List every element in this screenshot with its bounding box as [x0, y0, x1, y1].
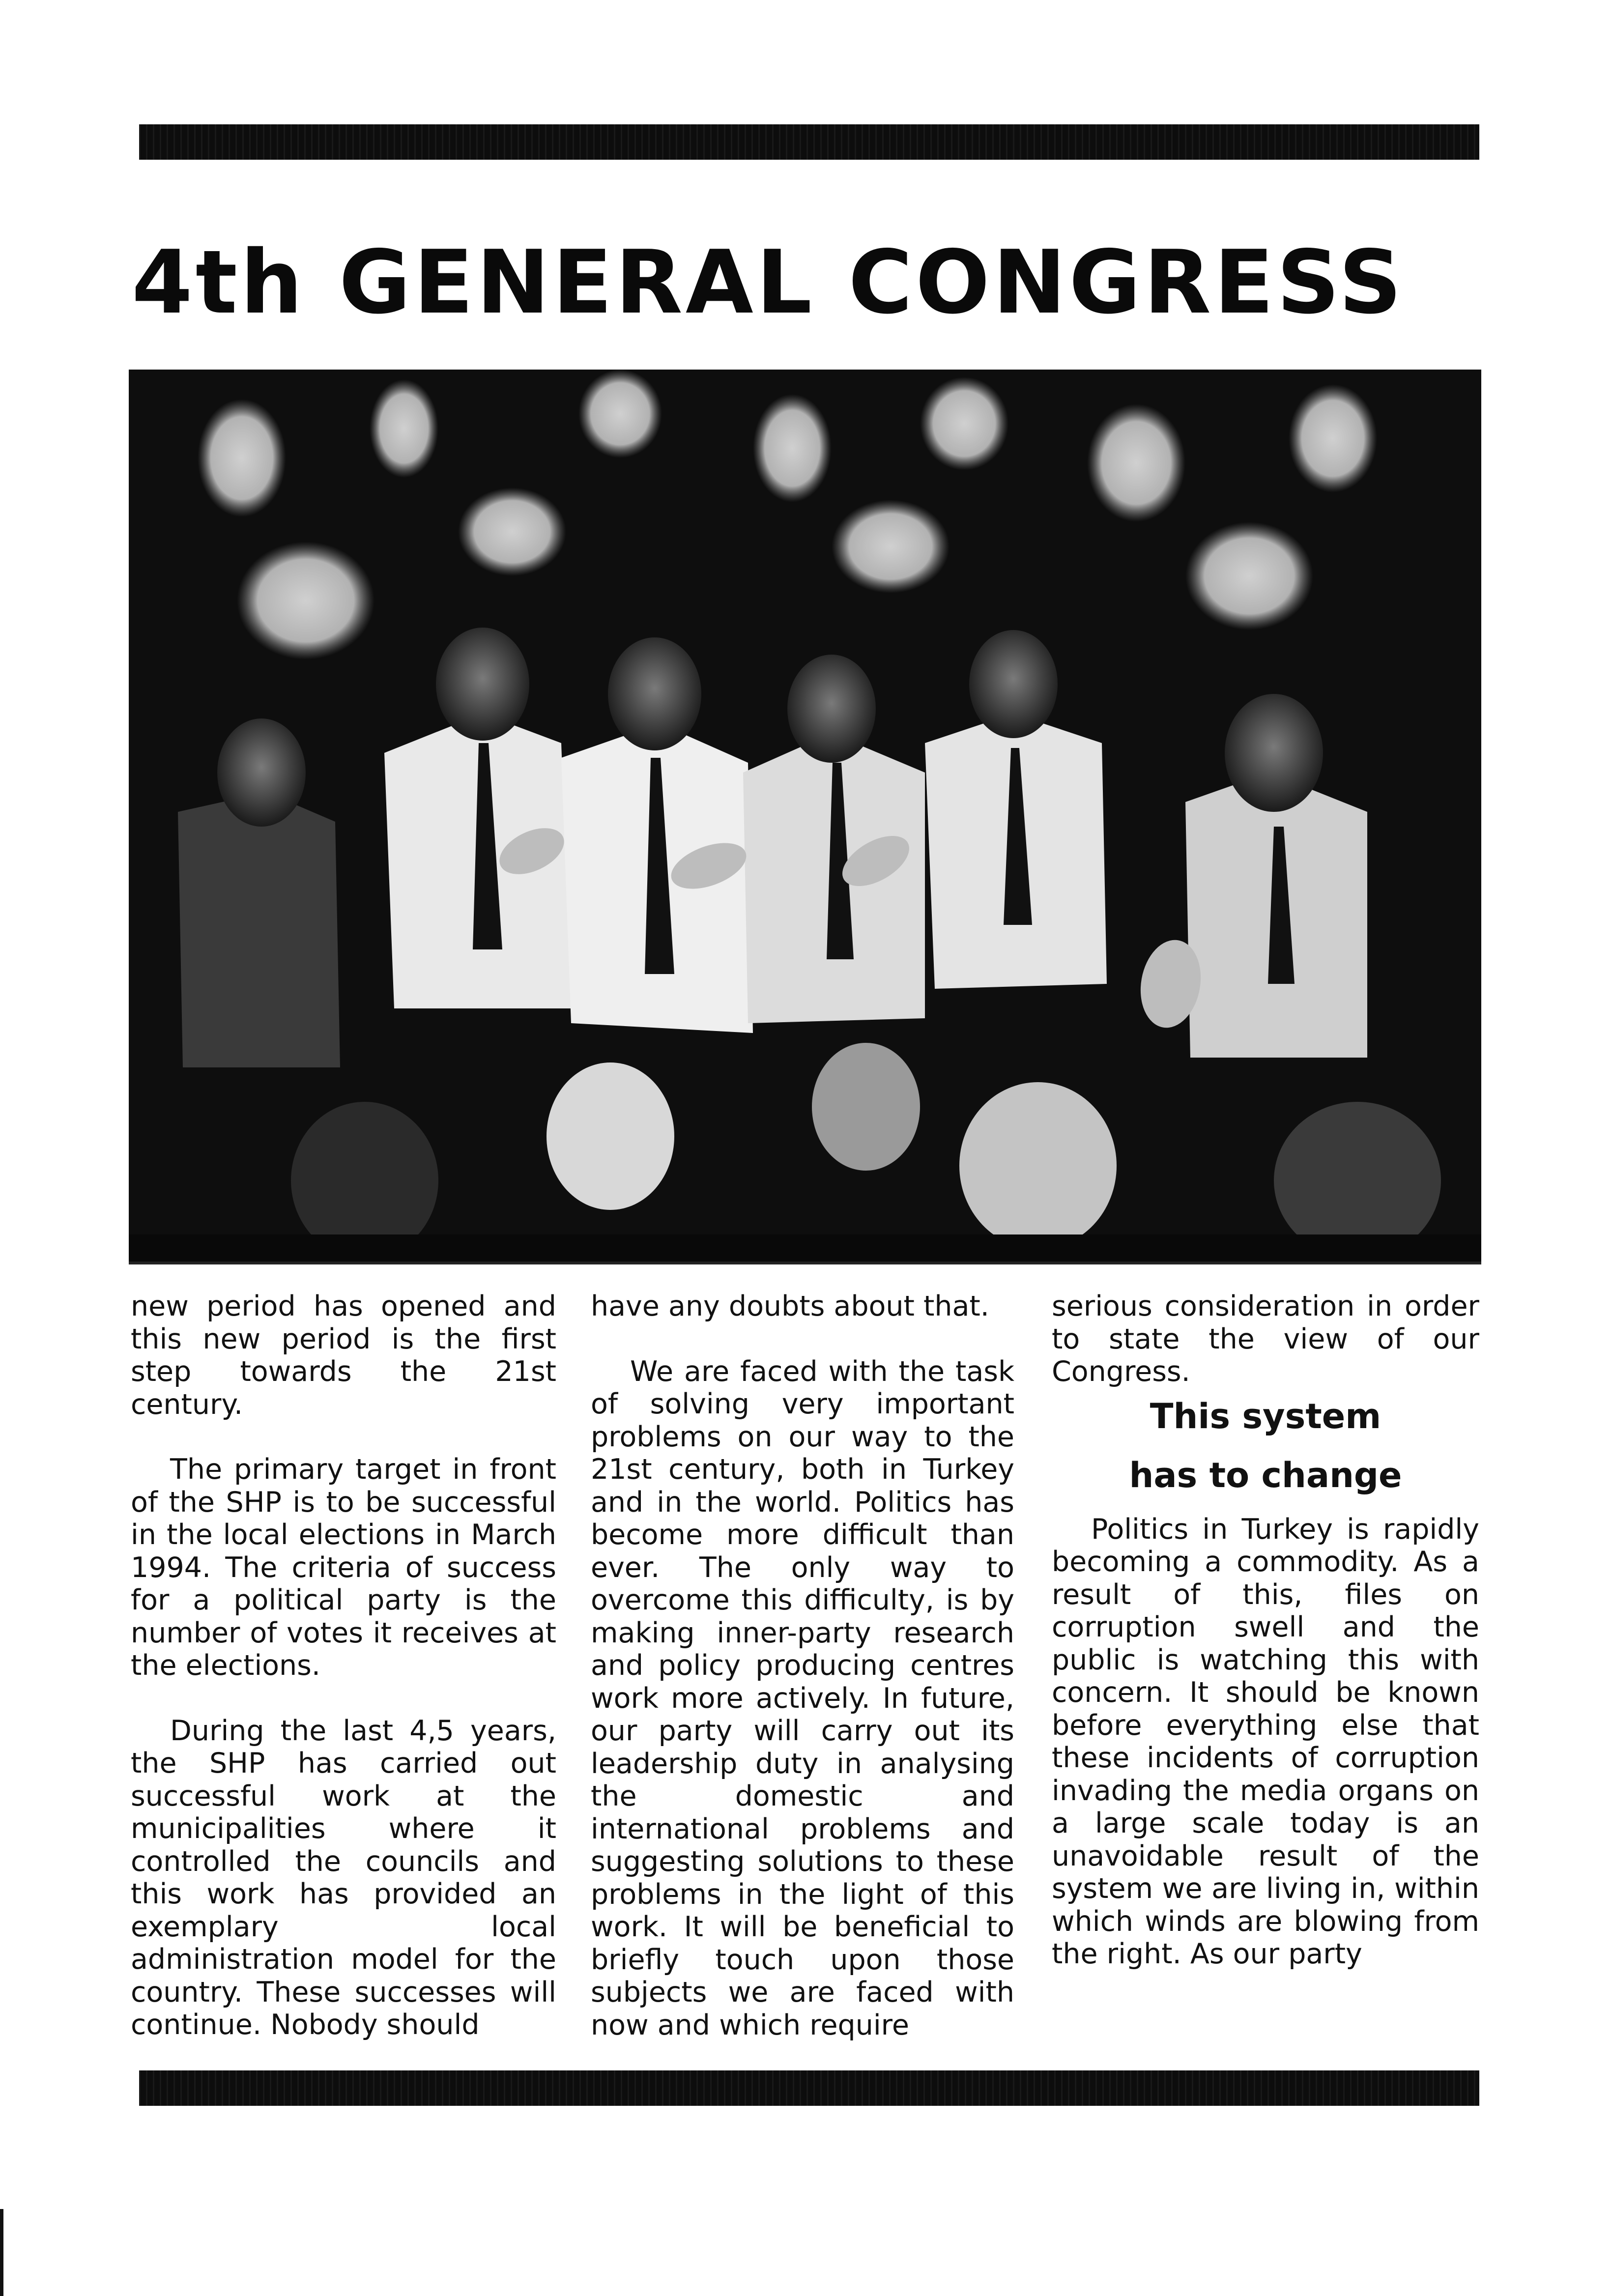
paragraph: have any doubts about that. [591, 1290, 989, 1322]
paragraph: new period has opened and this new period is the first step towards the 21st century. [131, 1290, 556, 1421]
bottom-decorative-bar [139, 2070, 1479, 2106]
text-column-3 [1052, 1290, 1479, 2049]
page-title: 4th GENERAL CONGRESS [132, 231, 1405, 333]
text-column-2 [591, 1290, 1014, 2049]
section-subheading: This system [1150, 1396, 1382, 1436]
congress-photo-image [129, 370, 1481, 1262]
paragraph: The primary target in front of the SHP is to be successful in the local elections in March 1994. The criteria of success for a political party is the number of votes it receives at the elections. [131, 1453, 556, 1682]
scan-margin-mark [0, 2209, 3, 2296]
section-subheading: has to change [1129, 1455, 1402, 1495]
top-decorative-bar [139, 124, 1479, 160]
paragraph: serious consideration in order to state the view of our Congress. [1052, 1290, 1479, 1388]
congress-photo [129, 370, 1481, 1264]
paragraph: We are faced with the task of solving very important problems on our way to the 21st century, both in Turkey and in the world. Politics has become more difficult than ever. The only way to overcome this difficulty, is by making inner-party research and policy producing centres work more actively. In future, our party will carry out its leadership duty in analysing the domestic and international problems and suggesting solutions to these problems in the light of this work. It will be beneficial to briefly touch upon those subjects we are faced with now and which require [591, 1355, 1014, 2041]
paragraph: During the last 4,5 years, the SHP has carried out successful work at the municipalities where it controlled the councils and this work has provided an exemplary local administration model for the country. These successes will continue. Nobody should [131, 1714, 556, 2041]
text-column-1 [131, 1290, 556, 2049]
paragraph: Politics in Turkey is rapidly becoming a commodity. As a result of this, files on corruption swell and the public is watching this with concern. It should be known before everything else that these incidents of corruption invading the media organs on a large scale today is an unavoidable result of the system we are living in, within which winds are blowing from the right. As our party [1052, 1513, 1479, 1970]
